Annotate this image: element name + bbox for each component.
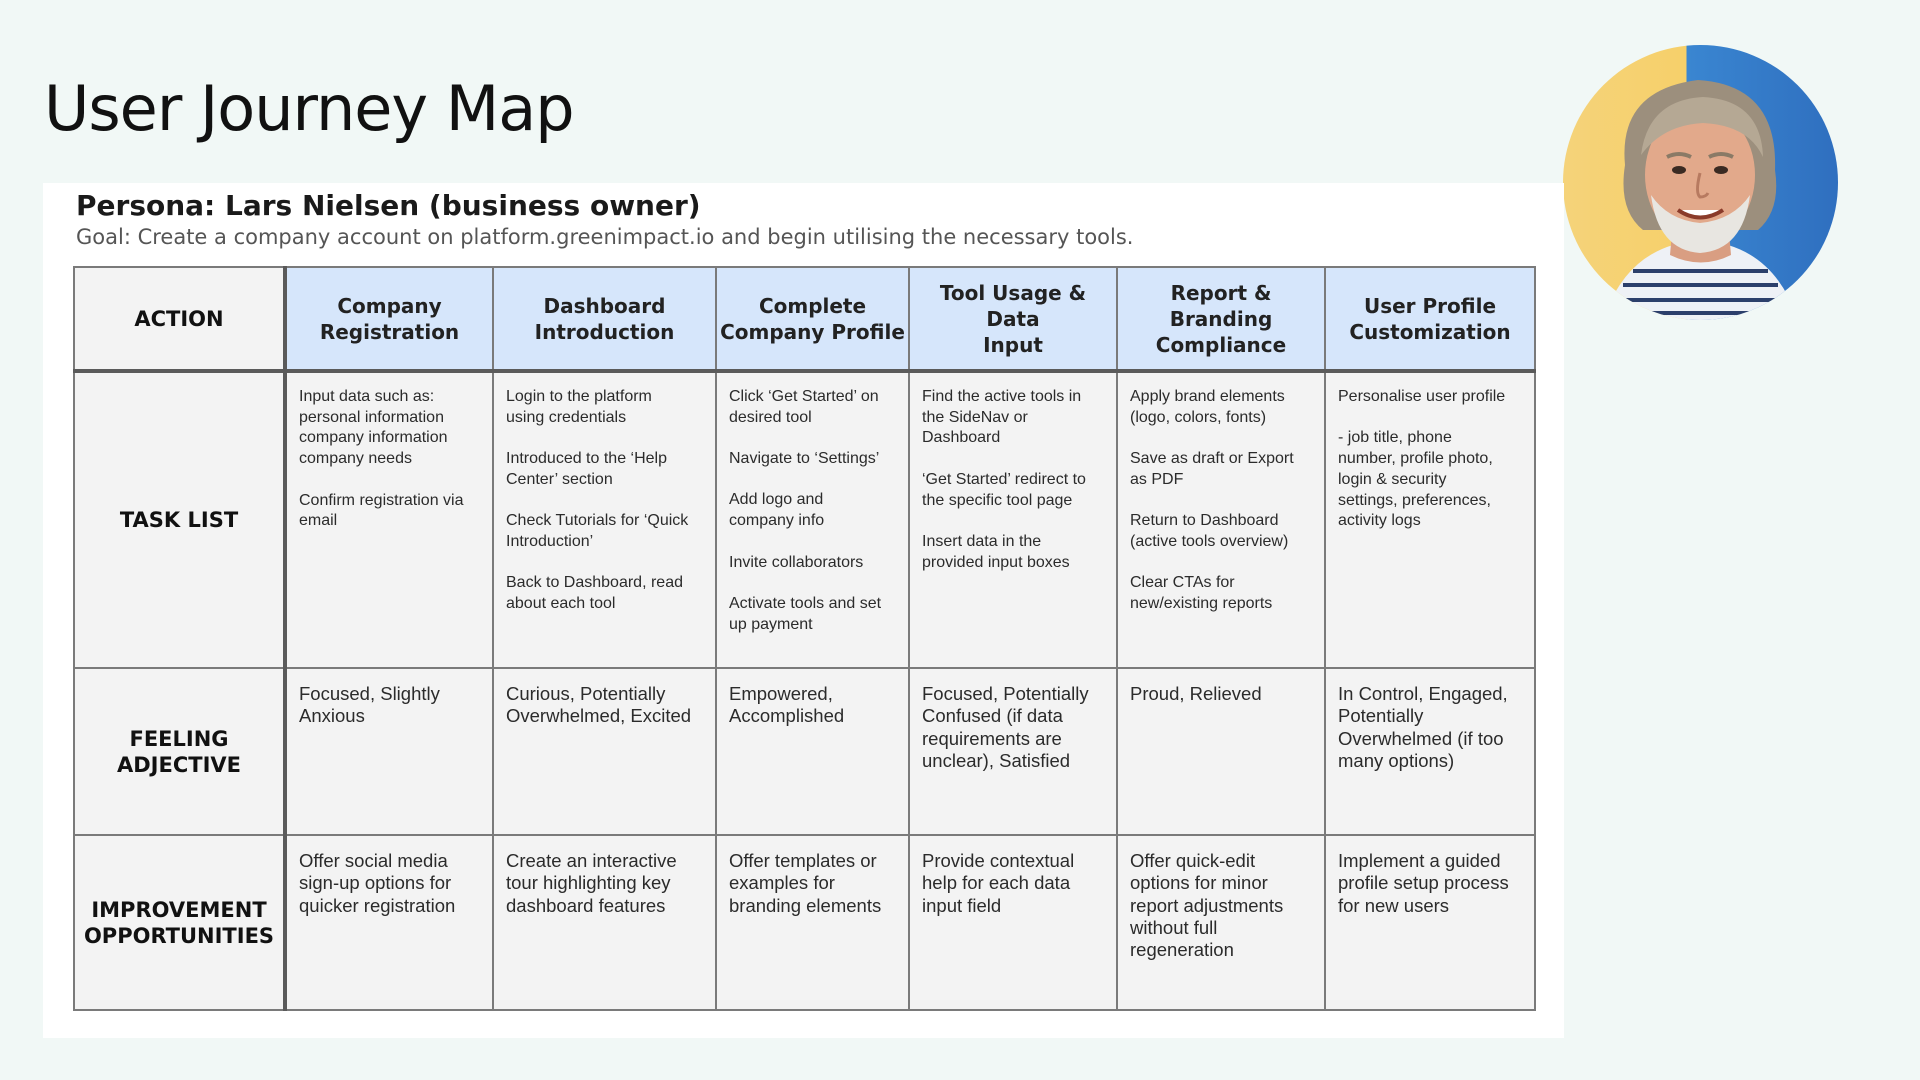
cell-line: ‘Get Started’ redirect to <box>922 470 1086 488</box>
cell-line <box>729 470 898 491</box>
cell-line: up payment <box>729 615 813 633</box>
cell-line <box>1130 428 1314 449</box>
table-cell <box>716 835 909 1010</box>
cell-line: Click ‘Get Started’ on <box>729 388 879 405</box>
cell-line <box>506 428 705 449</box>
cell-line <box>299 470 482 491</box>
journey-table <box>73 266 1536 1011</box>
stage-header: Report & Branding Compliance <box>1117 267 1325 371</box>
table-cell <box>716 371 909 668</box>
feeling-row <box>74 668 1535 835</box>
table-cell <box>1325 835 1535 1010</box>
cell-line <box>506 553 705 574</box>
cell-line: company info <box>729 512 825 530</box>
row-label-task-list: TASK LIST <box>74 371 285 668</box>
cell-line: Insert data in the <box>922 532 1042 550</box>
cell-line: Back to Dashboard, read <box>506 574 683 592</box>
cell-line: profile setup process <box>1338 872 1509 894</box>
table-cell <box>1117 835 1325 1010</box>
cell-line: Curious, Potentially <box>506 683 666 704</box>
cell-line: company information <box>299 429 448 447</box>
cell-line: Overwhelmed, Excited <box>506 705 692 727</box>
stage-header: Dashboard Introduction <box>493 267 716 371</box>
cell-line: for new users <box>1338 894 1450 916</box>
cell-line: branding elements <box>729 894 882 916</box>
cell-line <box>729 428 898 449</box>
cell-line: personal information <box>299 408 444 426</box>
cell-line: Provide contextual <box>922 850 1075 871</box>
table-cell <box>909 668 1117 835</box>
cell-line: regeneration <box>1130 939 1234 961</box>
table-cell <box>493 668 716 835</box>
cell-line: Save as draft or Export <box>1130 450 1294 468</box>
cell-line: Focused, Potentially <box>922 683 1089 704</box>
cell-line: Clear CTAs for <box>1130 574 1235 592</box>
stage-header: Tool Usage & Data Input <box>909 267 1117 371</box>
cell-line: Introduction’ <box>506 532 594 550</box>
cell-line: input field <box>922 894 1002 916</box>
cell-line: Center’ section <box>506 470 613 488</box>
table-cell <box>285 668 493 835</box>
cell-line: Overwhelmed (if too <box>1338 727 1504 749</box>
stage-header: User Profile Customization <box>1325 267 1535 371</box>
cell-line: Personalise user profile <box>1338 388 1506 405</box>
cell-line: number, profile photo, <box>1338 450 1493 468</box>
cell-line: requirements are <box>922 727 1062 749</box>
cell-line: email <box>299 512 338 530</box>
cell-line: (active tools overview) <box>1130 532 1289 550</box>
table-cell <box>1117 668 1325 835</box>
cell-line: Find the active tools in <box>922 388 1082 405</box>
cell-line: Offer quick-edit <box>1130 850 1256 871</box>
cell-line: the SideNav or <box>922 408 1028 426</box>
cell-line <box>922 511 1106 532</box>
page-title: User Journey Map <box>44 72 574 145</box>
task-list-row <box>74 371 1535 668</box>
cell-line: Confused (if data <box>922 705 1063 727</box>
table-cell <box>1117 371 1325 668</box>
cell-line <box>1338 408 1524 429</box>
cell-line: Check Tutorials for ‘Quick <box>506 512 689 530</box>
cell-line: activity logs <box>1338 512 1421 530</box>
cell-line: help for each data <box>922 872 1071 894</box>
table-cell <box>909 835 1117 1010</box>
cell-line: Dashboard <box>922 429 1001 447</box>
cell-line: without full <box>1130 916 1218 938</box>
cell-line: Offer templates or <box>729 850 877 871</box>
table-cell <box>716 668 909 835</box>
cell-line: Accomplished <box>729 705 845 727</box>
cell-line: unclear), Satisfied <box>922 749 1071 771</box>
header-row <box>74 267 1535 371</box>
cell-line <box>1130 491 1314 512</box>
cell-line: company needs <box>299 450 412 468</box>
cell-line: Potentially <box>1338 705 1424 727</box>
cell-line: new/existing reports <box>1130 594 1273 612</box>
persona-name: Persona: Lars Nielsen (business owner) <box>76 189 701 222</box>
cell-line: (logo, colors, fonts) <box>1130 408 1267 426</box>
cell-line: settings, preferences, <box>1338 491 1491 509</box>
cell-line: many options) <box>1338 749 1455 771</box>
table-cell <box>285 835 493 1010</box>
cell-line: Create an interactive <box>506 850 677 871</box>
cell-line: login & security <box>1338 470 1447 488</box>
stage-header: Company Registration <box>285 267 493 371</box>
cell-line <box>729 573 898 594</box>
cell-line: Proud, Relieved <box>1130 683 1262 704</box>
improvement-row <box>74 835 1535 1010</box>
cell-line: report adjustments <box>1130 894 1284 916</box>
cell-line: Confirm registration via <box>299 491 464 509</box>
table-cell <box>493 371 716 668</box>
cell-line: Apply brand elements <box>1130 388 1285 405</box>
cell-line: - job title, phone <box>1338 429 1452 447</box>
cell-line: Implement a guided <box>1338 850 1501 871</box>
table-cell <box>1325 371 1535 668</box>
table-cell <box>493 835 716 1010</box>
persona-avatar <box>1563 45 1838 320</box>
cell-line: the specific tool page <box>922 491 1073 509</box>
cell-line: Offer social media <box>299 850 448 871</box>
cell-line <box>506 491 705 512</box>
cell-line: using credentials <box>506 408 627 426</box>
cell-line: Focused, Slightly <box>299 683 440 704</box>
cell-line: as PDF <box>1130 470 1184 488</box>
cell-line: about each tool <box>506 594 616 612</box>
persona-goal: Goal: Create a company account on platform.greenimpact.io and begin utilising the necessary tools. <box>76 225 1134 249</box>
stage-header: Complete Company Profile <box>716 267 909 371</box>
table-cell <box>285 371 493 668</box>
cell-line: Anxious <box>299 705 365 727</box>
row-label-feeling: FEELING ADJECTIVE <box>74 668 285 835</box>
cell-line: provided input boxes <box>922 553 1070 571</box>
cell-line: sign-up options for <box>299 872 452 894</box>
cell-line: options for minor <box>1130 872 1268 894</box>
cell-line: tour highlighting key <box>506 872 671 894</box>
cell-line: Return to Dashboard <box>1130 512 1279 530</box>
cell-line <box>729 532 898 553</box>
table-cell <box>1325 668 1535 835</box>
corner-header: ACTION <box>74 267 285 371</box>
cell-line <box>1130 553 1314 574</box>
cell-line: dashboard features <box>506 894 666 916</box>
cell-line: Login to the platform <box>506 388 652 405</box>
cell-line <box>922 449 1106 470</box>
cell-line: In Control, Engaged, <box>1338 683 1508 704</box>
cell-line: Invite collaborators <box>729 553 864 571</box>
cell-line: Add logo and <box>729 491 824 509</box>
table-cell <box>909 371 1117 668</box>
cell-line: Input data such as: <box>299 388 435 405</box>
cell-line: Navigate to ‘Settings’ <box>729 450 880 468</box>
journey-map-card <box>43 183 1564 1038</box>
cell-line: Introduced to the ‘Help <box>506 450 667 468</box>
cell-line: quicker registration <box>299 894 456 916</box>
cell-line: desired tool <box>729 408 812 426</box>
row-label-improvement: IMPROVEMENT OPPORTUNITIES <box>74 835 285 1010</box>
cell-line: Activate tools and set <box>729 594 882 612</box>
cell-line: examples for <box>729 872 835 894</box>
persona-photo-icon <box>1563 45 1838 320</box>
cell-line: Empowered, <box>729 683 833 704</box>
